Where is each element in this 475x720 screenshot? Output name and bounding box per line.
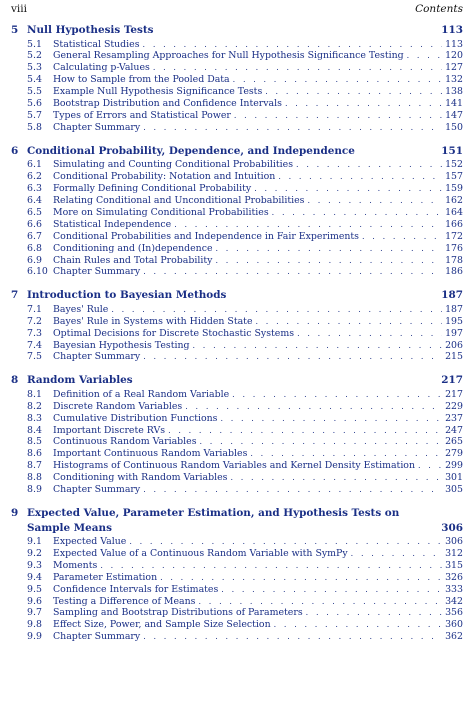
section-number: 5.5: [27, 86, 42, 98]
dot-leader: [274, 619, 442, 631]
section-entry-link[interactable]: [11, 484, 463, 496]
section-entry-link[interactable]: [11, 413, 463, 425]
section-number: 6.5: [27, 206, 42, 218]
section-entry-link[interactable]: [11, 425, 463, 437]
chapter-heading-link[interactable]: [11, 145, 463, 158]
section-number: 6.10: [27, 266, 48, 278]
section-entry-link[interactable]: [11, 619, 463, 631]
section-number: 7.1: [27, 303, 42, 315]
section-page-number: 164: [445, 206, 463, 218]
section-page-number: 265: [445, 436, 463, 448]
section-title: How to Sample from the Pooled Data: [53, 74, 230, 86]
section-title: Expected Value of a Continuous Random Variable with SymPy: [53, 547, 348, 559]
section-title: Bootstrap Distribution and Confidence Intervals: [53, 98, 282, 110]
dot-leader: [306, 607, 442, 619]
dot-leader: [308, 195, 443, 207]
section-page-number: 312: [445, 547, 463, 559]
section-page-number: 206: [445, 339, 463, 351]
section-page-number: 360: [445, 619, 463, 631]
section-page-number: 362: [445, 631, 463, 643]
section-number: 6.6: [27, 218, 42, 230]
section-number: 8.5: [27, 436, 42, 448]
dot-leader: [168, 425, 442, 437]
section-page-number: 197: [445, 327, 463, 339]
section-page-number: 306: [445, 536, 463, 547]
chapter-title: Conditional Probability, Dependence, and Independence: [27, 144, 355, 157]
section-title: Formally Defining Conditional Probability: [53, 183, 252, 195]
chapter-number: 7: [11, 289, 19, 302]
dot-leader: [297, 328, 442, 340]
table-of-contents: [11, 24, 463, 654]
section-entry-link[interactable]: [11, 195, 463, 207]
chapter-title: Null Hypothesis Tests: [27, 24, 154, 36]
section-entry-link[interactable]: [11, 572, 463, 584]
section-entry-link[interactable]: [11, 460, 463, 472]
section-page-number: 172: [445, 230, 463, 242]
section-entry-link[interactable]: [11, 266, 463, 278]
section-entry-link[interactable]: [11, 74, 463, 86]
section-entry-link[interactable]: [11, 401, 463, 413]
section-number: 7.2: [27, 315, 42, 327]
section-number: 6.7: [27, 230, 42, 242]
section-page-number: 356: [445, 607, 463, 619]
section-number: 6.2: [27, 171, 42, 183]
dot-leader: [285, 98, 442, 110]
section-page-number: 299: [445, 460, 463, 472]
section-page-number: 195: [445, 315, 463, 327]
section-title: Confidence Intervals for Estimates: [53, 583, 219, 595]
section-entry-link[interactable]: [11, 316, 463, 328]
section-title: Bayesian Hypothesis Testing: [53, 339, 190, 351]
section-number: 5.1: [27, 38, 42, 50]
section-number: 7.4: [27, 339, 42, 351]
section-page-number: 326: [445, 571, 463, 583]
section-page-number: 215: [445, 351, 463, 363]
dot-leader: [265, 86, 442, 98]
dot-leader: [160, 572, 442, 584]
section-entry-link[interactable]: [11, 304, 463, 316]
section-entry-link[interactable]: [11, 255, 463, 267]
section-page-number: 178: [445, 254, 463, 266]
chapter-title: Introduction to Bayesian Methods: [27, 289, 227, 302]
chapter-heading-continuation[interactable]: [11, 522, 463, 535]
section-title: Conditional Probabilities and Independence in Fair Experiments: [53, 230, 359, 242]
dot-leader: [351, 548, 442, 560]
section-number: 9.9: [27, 631, 42, 643]
section-title: Moments: [53, 559, 98, 571]
section-title: Example Null Hypothesis Significance Tests: [53, 86, 263, 98]
section-page-number: 279: [445, 448, 463, 460]
dot-leader: [100, 560, 442, 572]
section-number: 8.8: [27, 472, 42, 484]
dot-leader: [233, 74, 442, 86]
section-number: 5.2: [27, 50, 42, 62]
section-title: Bayes' Rule: [53, 303, 109, 315]
section-page-number: 342: [445, 595, 463, 607]
chapter-heading-link[interactable]: [11, 24, 463, 37]
dot-leader: [256, 316, 443, 328]
section-number: 9.3: [27, 559, 42, 571]
section-number: 7.3: [27, 327, 42, 339]
section-number: 9.7: [27, 607, 42, 619]
section-page-number: 305: [445, 484, 463, 496]
dot-leader: [185, 401, 442, 413]
chapter-number: 5: [11, 24, 19, 36]
section-number: 8.9: [27, 484, 42, 496]
page-folio: viii: [11, 3, 28, 15]
section-title: Conditioning with Random Variables: [53, 472, 228, 484]
dot-leader: [220, 413, 442, 425]
dot-leader: [232, 389, 442, 401]
section-page-number: 315: [445, 559, 463, 571]
section-entry-link[interactable]: [11, 389, 463, 401]
section-page-number: 120: [445, 50, 463, 62]
section-title: Chapter Summary: [53, 351, 141, 363]
dot-leader: [153, 62, 442, 74]
section-entry-link[interactable]: [11, 219, 463, 231]
dot-leader: [143, 484, 442, 496]
section-title: Expected Value: [53, 536, 127, 547]
section-page-number: 132: [445, 74, 463, 86]
section-title: Important Discrete RVs: [53, 424, 166, 436]
section-title: Important Continuous Random Variables: [53, 448, 248, 460]
dot-leader: [193, 340, 443, 352]
dot-leader: [221, 584, 442, 596]
dot-leader: [174, 219, 442, 231]
section-entry-link[interactable]: [11, 50, 463, 62]
section-entry-link[interactable]: [11, 448, 463, 460]
section-number: 8.1: [27, 388, 42, 400]
section-entry-link[interactable]: [11, 243, 463, 255]
section-title: More on Simulating Conditional Probabilities: [53, 206, 269, 218]
dot-leader: [234, 110, 442, 122]
section-page-number: 127: [445, 62, 463, 74]
chapter-page-number: 151: [441, 144, 463, 157]
section-title: Simulating and Counting Conditional Probabilities: [53, 159, 294, 171]
chapter-number: 6: [11, 144, 19, 157]
section-entry-link[interactable]: [11, 159, 463, 171]
section-title: Cumulative Distribution Functions: [53, 412, 218, 424]
section-entry-link[interactable]: [11, 207, 463, 219]
section-number: 5.6: [27, 98, 42, 110]
section-title: Calculating p-Values: [53, 62, 150, 74]
section-page-number: 159: [445, 183, 463, 195]
running-title: Contents: [415, 3, 463, 15]
chapter-number: 8: [11, 374, 19, 387]
section-title: Types of Errors and Statistical Power: [53, 109, 231, 121]
section-page-number: 162: [445, 194, 463, 206]
section-entry-link[interactable]: [11, 328, 463, 340]
chapter-page-number: 217: [441, 374, 463, 387]
section-number: 8.4: [27, 424, 42, 436]
section-entry-link[interactable]: [11, 110, 463, 122]
section-number: 6.8: [27, 242, 42, 254]
dot-leader: [272, 207, 442, 219]
section-entry-link[interactable]: [11, 548, 463, 560]
section-entry-link[interactable]: [11, 340, 463, 352]
section-number: 8.6: [27, 448, 42, 460]
dot-leader: [362, 231, 442, 243]
section-title: Parameter Estimation: [53, 571, 158, 583]
section-title: Sampling and Bootstrap Distributions of Parameters: [53, 607, 303, 619]
page-header: [11, 3, 463, 17]
dot-leader: [418, 460, 442, 472]
chapter-number: 9: [11, 507, 19, 519]
section-title: Relating Conditional and Unconditional Probabilities: [53, 194, 305, 206]
section-entry-link[interactable]: [11, 86, 463, 98]
section-entry-link[interactable]: [11, 62, 463, 74]
section-page-number: 150: [445, 121, 463, 133]
section-entry-link[interactable]: [11, 231, 463, 243]
section-title: Definition of a Real Random Variable: [53, 388, 230, 400]
section-page-number: 157: [445, 171, 463, 183]
dot-leader: [296, 159, 442, 171]
section-entry-link[interactable]: [11, 183, 463, 195]
section-entry-link[interactable]: [11, 171, 463, 183]
section-title: Statistical Studies: [53, 38, 140, 50]
section-title: Statistical Independence: [53, 218, 172, 230]
section-page-number: 217: [445, 388, 463, 400]
section-number: 9.6: [27, 595, 42, 607]
section-title: General Resampling Approaches for Null Hypothesis Significance Testing: [53, 50, 404, 62]
chapter-page-number: 187: [441, 289, 463, 302]
chapter-page-number: 306: [441, 521, 463, 534]
section-title: Chapter Summary: [53, 121, 141, 133]
chapter-title-continued: Sample Means: [27, 521, 112, 534]
dot-leader: [200, 436, 443, 448]
section-title: Effect Size, Power, and Sample Size Selection: [53, 619, 271, 631]
dot-leader: [143, 39, 443, 51]
section-title: Chapter Summary: [53, 631, 141, 643]
dot-leader: [216, 243, 443, 255]
chapter-entry: [11, 24, 463, 134]
dot-leader: [111, 304, 442, 316]
section-number: 8.2: [27, 400, 42, 412]
chapter-entry: [11, 507, 463, 643]
dot-leader: [407, 50, 442, 62]
dot-leader: [143, 266, 442, 278]
section-number: 8.7: [27, 460, 42, 472]
section-page-number: 186: [445, 266, 463, 278]
dot-leader: [129, 536, 442, 548]
chapter-title: Random Variables: [27, 374, 133, 387]
section-number: 9.2: [27, 547, 42, 559]
section-number: 6.1: [27, 159, 42, 171]
chapter-page-number: 113: [441, 24, 463, 36]
dot-leader: [143, 122, 442, 134]
section-entry-link[interactable]: [11, 596, 463, 608]
section-number: 9.1: [27, 536, 42, 547]
section-page-number: 187: [445, 303, 463, 315]
section-number: 9.5: [27, 583, 42, 595]
section-title: Histograms of Continuous Random Variables and Kernel Density Estimation: [53, 460, 415, 472]
section-title: Conditional Probability: Notation and Intuition: [53, 171, 276, 183]
section-number: 7.5: [27, 351, 42, 363]
section-page-number: 237: [445, 412, 463, 424]
section-title: Chain Rules and Total Probability: [53, 254, 213, 266]
dot-leader: [199, 596, 443, 608]
section-title: Discrete Random Variables: [53, 400, 183, 412]
section-number: 9.4: [27, 571, 42, 583]
chapter-entry: [11, 374, 463, 496]
dot-leader: [278, 171, 442, 183]
section-number: 9.8: [27, 619, 42, 631]
section-page-number: 138: [445, 86, 463, 98]
section-title: Chapter Summary: [53, 484, 141, 496]
section-page-number: 247: [445, 424, 463, 436]
section-page-number: 301: [445, 472, 463, 484]
section-number: 5.3: [27, 62, 42, 74]
section-entry-link[interactable]: [11, 351, 463, 363]
section-number: 8.3: [27, 412, 42, 424]
section-entry-link[interactable]: [11, 98, 463, 110]
section-entry-link[interactable]: [11, 584, 463, 596]
section-number: 6.3: [27, 183, 42, 195]
section-page-number: 229: [445, 400, 463, 412]
section-number: 5.4: [27, 74, 42, 86]
dot-leader: [215, 255, 442, 267]
section-title: Continuous Random Variables: [53, 436, 197, 448]
section-page-number: 152: [445, 159, 463, 171]
section-number: 6.9: [27, 254, 42, 266]
section-page-number: 333: [445, 583, 463, 595]
chapter-heading-link[interactable]: [11, 289, 463, 302]
section-entry-link[interactable]: [11, 39, 463, 51]
section-title: Bayes' Rule in Systems with Hidden State: [53, 315, 253, 327]
dot-leader: [254, 183, 442, 195]
chapter-heading-link[interactable]: [11, 507, 463, 520]
dot-leader: [230, 472, 442, 484]
section-entry-link[interactable]: [11, 536, 463, 548]
section-page-number: 166: [445, 218, 463, 230]
dot-leader: [143, 351, 442, 363]
section-entry-link[interactable]: [11, 472, 463, 484]
section-number: 5.7: [27, 109, 42, 121]
section-title: Conditioning and (In)dependence: [53, 242, 213, 254]
section-entry-link[interactable]: [11, 560, 463, 572]
section-page-number: 141: [445, 98, 463, 110]
section-title: Testing a Difference of Means: [53, 595, 196, 607]
section-title: Optimal Decisions for Discrete Stochastic Systems: [53, 327, 295, 339]
section-entry-link[interactable]: [11, 607, 463, 619]
section-number: 5.8: [27, 121, 42, 133]
section-page-number: 147: [445, 109, 463, 121]
chapter-entry: [11, 145, 463, 279]
dot-leader: [143, 631, 442, 643]
chapter-entry: [11, 289, 463, 363]
chapter-title: Expected Value, Parameter Estimation, and Hypothesis Tests on: [27, 507, 400, 519]
section-entry-link[interactable]: [11, 122, 463, 134]
chapter-heading-link[interactable]: [11, 374, 463, 387]
section-number: 6.4: [27, 194, 42, 206]
dot-leader: [250, 448, 442, 460]
section-entry-link[interactable]: [11, 631, 463, 643]
section-page-number: 113: [445, 38, 463, 50]
section-title: Chapter Summary: [53, 266, 141, 278]
section-entry-link[interactable]: [11, 436, 463, 448]
section-page-number: 176: [445, 242, 463, 254]
